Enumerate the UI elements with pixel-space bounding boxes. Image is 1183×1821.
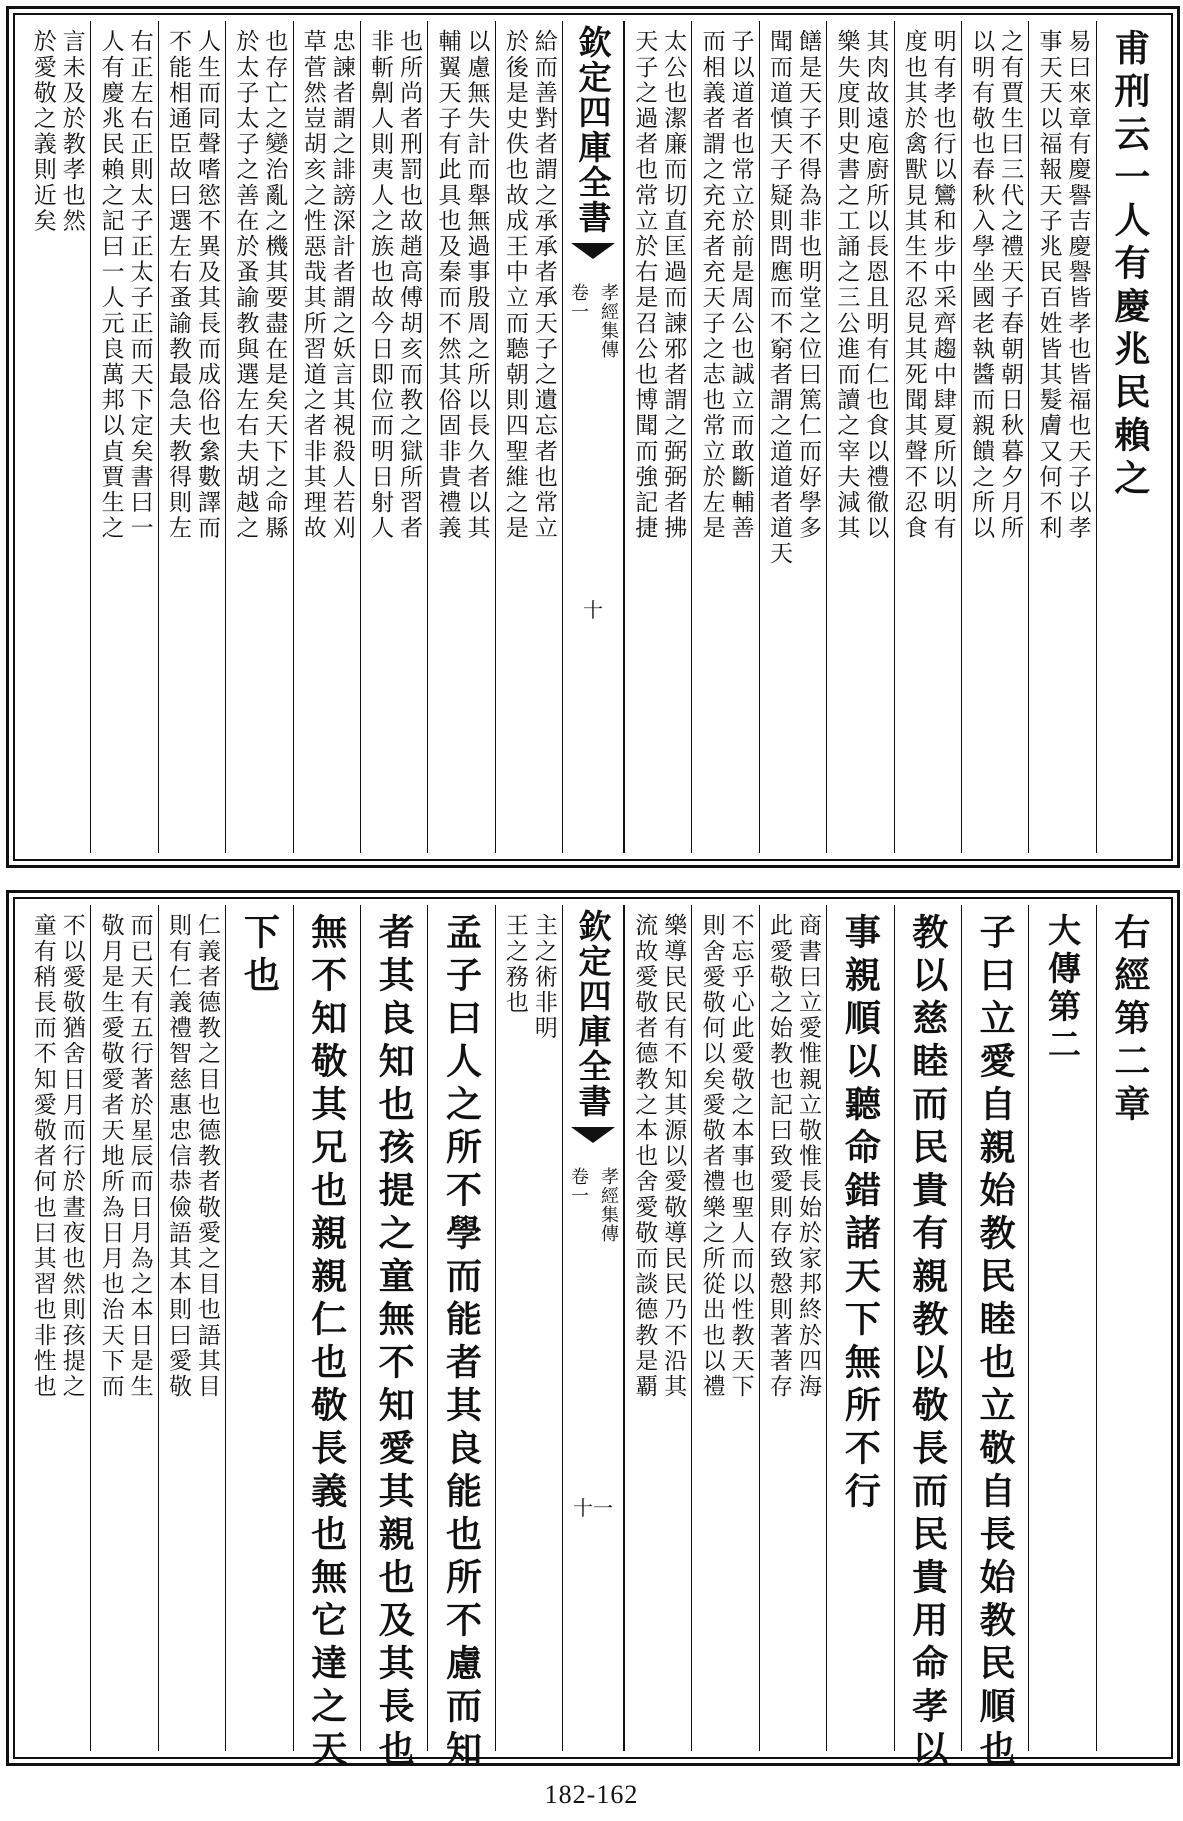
main-text-line: 孟子曰人之所不學而能者其良能也所不慮而知	[440, 913, 483, 1773]
commentary-line: 易曰來章有慶譽吉慶譽皆孝也皆福也天子以孝	[1064, 29, 1091, 541]
commentary-line: 太公也潔廉而切直匡過而諫邪者謂之弼弼者拂	[660, 29, 687, 541]
commentary-column	[427, 21, 494, 853]
commentary-pair	[631, 29, 687, 541]
text-column	[894, 905, 961, 1773]
commentary-pair	[631, 913, 687, 1400]
fish-tail-mark	[571, 243, 615, 259]
commentary-line: 不以愛敬猶舍日月而行於晝夜也然則孩提之	[58, 913, 85, 1400]
commentary-line: 饍是天子不得為非也明堂之位曰篤仁而好學多	[794, 29, 821, 541]
commentary-line: 仁義者德教之目也德教者敬愛之目也語其目	[193, 913, 220, 1400]
commentary-column	[495, 905, 562, 1751]
commentary-pair	[367, 29, 423, 541]
commentary-pair	[833, 29, 889, 541]
columns-top	[23, 21, 1163, 853]
commentary-line: 度也其於禽獸見其生不忍見其死聞其聲不忍食	[900, 29, 927, 541]
page-panel-bottom	[6, 890, 1180, 1773]
center-gutter	[562, 21, 624, 853]
commentary-pair	[700, 913, 752, 1399]
commentary-line: 右正左右正則太子正太子正而天下定矣書曰一	[126, 29, 153, 541]
commentary-line: 童有稍長而不知愛敬者何也曰其習也非性也	[29, 913, 56, 1400]
columns-bottom	[23, 905, 1163, 1773]
commentary-column	[225, 21, 292, 853]
section-heading: 大傳第二	[1042, 913, 1082, 1065]
commentary-column	[90, 21, 157, 853]
commentary-line: 流故愛敬者德教之本也舍愛敬而談德教是覇	[631, 913, 658, 1400]
text-column	[1028, 905, 1095, 1751]
gutter-juan: 卷一	[568, 1167, 589, 1205]
commentary-pair	[902, 29, 954, 541]
text-column	[427, 905, 494, 1773]
commentary-line: 則有仁義禮智慈惠忠信恭儉語其本則曰愛敬	[164, 913, 191, 1400]
commentary-line: 而相義者謂之充充者充天子之志也常立於左是	[698, 29, 725, 541]
commentary-column	[691, 21, 758, 853]
text-column	[293, 905, 360, 1773]
commentary-line: 以明有敬也春秋入學坐國老執醬而親饋之所以	[968, 29, 995, 541]
commentary-column	[691, 905, 758, 1751]
center-gutter	[562, 905, 624, 1751]
commentary-line: 給而善對者謂之承承者承天子之遺忘者也常立	[530, 29, 557, 541]
page-number: 182-162	[544, 1780, 639, 1809]
commentary-column	[894, 21, 961, 853]
main-text-line: 甫刑云一人有慶兆民賴之	[1108, 29, 1151, 502]
gutter-page-number: 十一	[573, 1496, 613, 1520]
commentary-column	[759, 21, 826, 853]
commentary-pair	[166, 29, 218, 541]
main-text-line: 無不知敬其兄也親親仁也敬長義也無它達之天	[305, 913, 348, 1773]
commentary-line: 商書曰立愛惟親立敬惟長始於家邦終於四海	[794, 913, 821, 1400]
commentary-column	[826, 21, 893, 853]
main-text-line: 子曰立愛自親始教民睦也立敬自長始教民順也	[974, 913, 1017, 1773]
text-column	[826, 905, 893, 1751]
commentary-line: 也所尚者刑罰也故趙高傅胡亥而教之獄所習者	[396, 29, 423, 541]
text-column	[360, 905, 427, 1773]
commentary-line: 聞而道慎天子疑則問應而不窮者謂之道道者道天	[765, 29, 792, 567]
commentary-pair	[301, 29, 353, 541]
commentary-column	[23, 21, 90, 853]
commentary-pair	[31, 913, 83, 1399]
commentary-line: 忠諫者謂之誹謗深計者謂之妖言其視殺人若刈	[328, 29, 355, 541]
commentary-line: 以慮無失計而舉無過事殷周之所以長久者以其	[463, 29, 490, 541]
commentary-column	[293, 21, 360, 853]
gutter-book-name: 孝經集傳	[598, 283, 619, 359]
text-column	[1096, 905, 1163, 1751]
commentary-line: 子以道者也常立於前是周公也誠立而敢斷輔善	[727, 29, 754, 541]
commentary-line: 於愛敬之義則近矣	[29, 29, 56, 234]
commentary-line: 不能相通臣故曰選左右蚤諭教最急夫教得則左	[164, 29, 191, 541]
main-text-line: 者其良知也孩提之童無不知愛其親也及其長也	[373, 913, 416, 1773]
commentary-pair	[1035, 29, 1091, 541]
commentary-line: 其肉故遠庖廚所以長恩且明有仁也食以禮徹以	[862, 29, 889, 541]
commentary-line: 敬月是生愛敬愛者天地所為日月也治天下而	[97, 913, 124, 1400]
commentary-pair	[767, 913, 819, 1399]
commentary-line: 輔翼天子有此具也及秦而不然其俗固非貴禮義	[434, 29, 461, 541]
commentary-line: 也存亡之變治亂之機其要盡在是矣天下之命縣	[261, 29, 288, 541]
commentary-line: 而已天有五行著於星辰而日月為之本日是生	[126, 913, 153, 1400]
commentary-line: 於太子太子之善在於蚤諭教與選左右夫胡越之	[232, 29, 259, 541]
commentary-pair	[503, 29, 555, 541]
commentary-column	[961, 21, 1028, 853]
gutter-book-info	[565, 283, 621, 359]
commentary-line: 不忘乎心此愛敬之本事也聖人而以性教天下	[727, 913, 754, 1400]
commentary-column	[158, 905, 225, 1751]
main-text-line: 事親順以聽命錯諸天下無所不行	[839, 913, 882, 1515]
gutter-juan: 卷一	[568, 283, 589, 321]
gutter-page-number: 十	[583, 598, 603, 622]
commentary-column	[624, 21, 691, 853]
commentary-column	[1028, 21, 1095, 853]
commentary-pair	[99, 913, 151, 1399]
commentary-line: 樂導民民有不知其源以愛敬導民民乃不沿其	[660, 913, 687, 1400]
commentary-column	[495, 21, 562, 853]
main-text-line: 右經第二章	[1108, 913, 1151, 1128]
commentary-pair	[166, 913, 218, 1399]
main-text-line: 下也	[238, 913, 281, 999]
text-column	[1096, 21, 1163, 853]
commentary-line: 非斬劓人則夷人之族也故今日即位而明日射人	[367, 29, 394, 541]
commentary-line: 言未及於教孝也然	[58, 29, 85, 234]
commentary-line: 此愛敬之始教也記曰致愛則存致慤則著著存	[765, 913, 792, 1400]
commentary-line: 事天天以福報天子兆民百姓皆其髮膚又何不利	[1035, 29, 1062, 541]
commentary-column	[23, 905, 90, 1751]
commentary-pair	[968, 29, 1024, 541]
commentary-pair	[700, 29, 752, 541]
commentary-line: 明有孝也行以鸞和步中采齊趨中肆夏所以明有	[929, 29, 956, 541]
commentary-column	[624, 905, 691, 1751]
commentary-line: 主之術非明	[530, 913, 557, 1041]
commentary-pair	[232, 29, 288, 541]
commentary-line: 草菅然豈胡亥之性惡哉其所習道之者非其理故	[299, 29, 326, 541]
commentary-pair	[99, 29, 151, 541]
commentary-column	[90, 905, 157, 1751]
commentary-line: 則舍愛敬何以矣愛敬者禮樂之所從出也以禮	[698, 913, 725, 1400]
fish-tail-mark	[571, 1127, 615, 1143]
commentary-line: 之有賈生曰三代之禮天子春朝朝日秋暮夕月所	[997, 29, 1024, 541]
gutter-title: 欽定四庫全書	[573, 909, 613, 1119]
page-panel-top	[6, 6, 1180, 868]
commentary-column	[158, 21, 225, 853]
commentary-line: 人生而同聲嗜慾不異及其長而成俗也絫數譯而	[193, 29, 220, 541]
gutter-title: 欽定四庫全書	[573, 25, 613, 235]
gutter-book-name: 孝經集傳	[598, 1167, 619, 1243]
commentary-column	[360, 21, 427, 853]
commentary-pair	[503, 913, 555, 1041]
commentary-pair	[434, 29, 490, 541]
text-column	[961, 905, 1028, 1773]
commentary-line: 王之務也	[501, 913, 528, 1016]
commentary-line: 於後是史佚也故成王中立而聽朝則四聖維之是	[501, 29, 528, 541]
gutter-book-info	[565, 1167, 621, 1243]
text-column	[225, 905, 292, 1751]
commentary-line: 樂失度則史書之工誦之三公進而讀之宰夫減其	[833, 29, 860, 541]
commentary-line: 天子之過者也常立於右是召公也博聞而強記捷	[631, 29, 658, 541]
commentary-line: 人有慶兆民賴之記曰一人元良萬邦以貞賈生之	[97, 29, 124, 541]
commentary-column	[759, 905, 826, 1751]
commentary-pair	[767, 29, 819, 567]
commentary-pair	[31, 29, 83, 234]
main-text-line: 教以慈睦而民貴有親教以敬長而民貴用命孝以	[906, 913, 949, 1773]
